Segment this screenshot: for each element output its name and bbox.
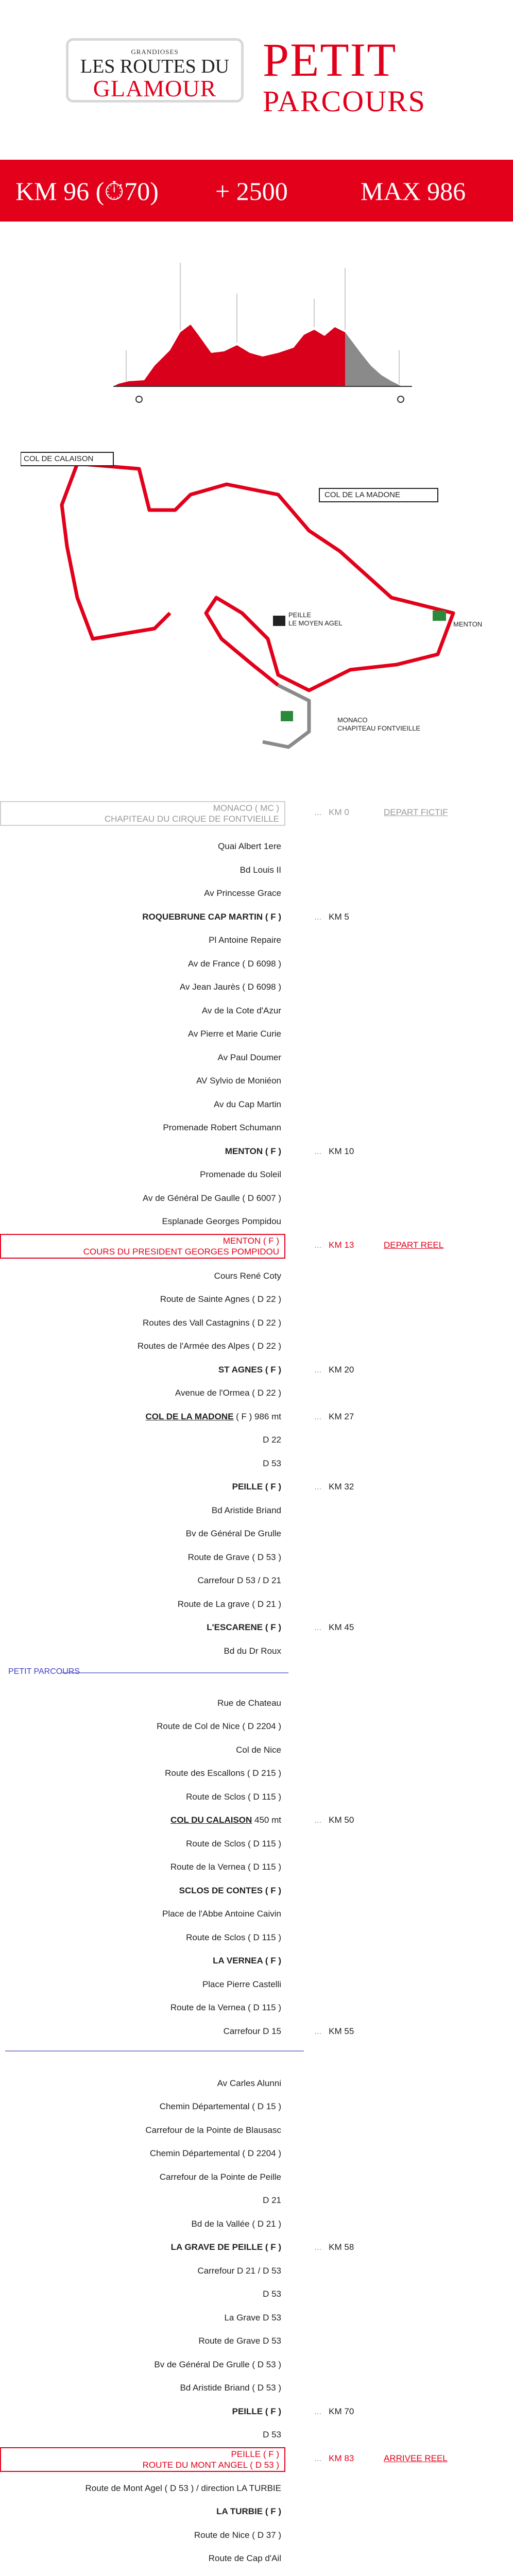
roadbook-place xyxy=(224,1646,282,1656)
roadbook-place xyxy=(232,1482,281,1492)
place-name: Pl Antoine Repaire xyxy=(209,935,281,945)
roadbook-row xyxy=(0,1998,513,2017)
place-name: Route de Sainte Agnes ( D 22 ) xyxy=(160,1294,281,1304)
roadbook-place xyxy=(212,1505,281,1516)
roadbook-place xyxy=(209,935,281,945)
place-name: D 53 xyxy=(263,2289,281,2299)
roadbook-row xyxy=(0,1454,513,1473)
roadbook-km: ... KM 27 xyxy=(314,1411,354,1421)
place-name: Route de la Vernea ( D 115 ) xyxy=(170,2003,281,2012)
roadbook-place xyxy=(142,912,281,922)
roadbook-place xyxy=(263,1435,281,1445)
roadbook-place xyxy=(170,1862,281,1872)
roadbook-row xyxy=(0,2526,513,2545)
roadbook-row xyxy=(0,1290,513,1309)
max-altitude-stat: MAX 986 xyxy=(361,177,466,206)
place-name: Route de La grave ( D 21 ) xyxy=(177,1599,281,1609)
roadbook-place xyxy=(188,1029,281,1039)
roadbook-km: ... KM 20 xyxy=(314,1364,354,1375)
roadbook-place xyxy=(263,1459,281,1469)
roadbook-row xyxy=(0,2144,513,2163)
map-label-chapiteau: CHAPITEAU FONTVIEILLE xyxy=(337,724,421,732)
roadbook-row xyxy=(0,2074,513,2093)
roadbook-place xyxy=(225,1146,281,1157)
place-name: Bd de la Vallée ( D 21 ) xyxy=(191,2218,281,2229)
map-label-peille: PEILLE xyxy=(288,611,312,619)
roadbook-row xyxy=(0,1524,513,1543)
place-name: Esplanade Georges Pompidou xyxy=(162,1216,281,1226)
roadbook-place xyxy=(163,1123,281,1133)
place-name: Promenade du Soleil xyxy=(200,1170,281,1179)
roadbook-row xyxy=(0,1928,513,1947)
place-name: La Grave D 53 xyxy=(224,2312,281,2323)
roadbook-arrival-note: ARRIVEE REEL xyxy=(384,2453,448,2463)
roadbook-place xyxy=(214,1099,281,1110)
place-name: ROQUEBRUNE CAP MARTIN ( F ) xyxy=(142,911,281,922)
place-name: Carrefour D 53 / D 21 xyxy=(197,1575,281,1585)
map-label-menton: MENTON xyxy=(453,620,483,628)
roadbook-row xyxy=(0,2379,513,2397)
roadbook-place xyxy=(263,2289,281,2299)
roadbook-place xyxy=(204,888,281,899)
roadbook-row xyxy=(0,2238,513,2257)
roadbook-place xyxy=(217,1698,281,1708)
roadbook-place xyxy=(186,1839,281,1849)
place-name: Promenade Robert Schumann xyxy=(163,1123,281,1132)
roadbook-place xyxy=(218,1365,281,1375)
logo-small-text: GRANDIOSES xyxy=(131,48,179,56)
roadbook-place xyxy=(207,1622,281,1633)
roadbook-place xyxy=(236,1745,281,1755)
roadbook-km: ... KM 70 xyxy=(314,2406,354,2416)
roadbook-place xyxy=(202,1006,281,1016)
place-name: Carrefour de la Pointe de Blausasc xyxy=(145,2125,281,2135)
roadbook-place xyxy=(194,2530,281,2540)
roadbook-row xyxy=(0,1165,513,1184)
place-name: Av de la Cote d'Azur xyxy=(201,1005,281,1015)
roadbook-row xyxy=(0,1741,513,1759)
roadbook-row xyxy=(0,1548,513,1567)
roadbook-row xyxy=(0,1025,513,1043)
roadbook-place xyxy=(170,1815,281,1825)
elevation-profile xyxy=(103,242,422,407)
place-name: Routes des Vall Castagnins ( D 22 ) xyxy=(143,1317,281,1328)
roadbook-place xyxy=(160,2102,281,2112)
stats-banner xyxy=(0,160,513,222)
place-name: Rue de Chateau xyxy=(217,1698,281,1708)
roadbook-place xyxy=(150,2148,281,2159)
place-name: Carrefour de la Pointe de Peille xyxy=(159,2172,281,2182)
place-name: Bv de Général De Grulle xyxy=(185,1529,281,1538)
place-name: SCLOS DE CONTES ( F ) xyxy=(179,1885,281,1895)
distance-stat: KM 96 (⏱70) xyxy=(15,177,159,206)
roadbook-row xyxy=(0,1072,513,1090)
place-name: Carrefour D 21 / D 53 xyxy=(197,2265,281,2276)
place-name: LA VERNEA ( F ) xyxy=(213,1956,281,1965)
roadbook-row xyxy=(0,2121,513,2140)
roadbook-place xyxy=(186,1792,281,1802)
place-name: Route des Escallons ( D 215 ) xyxy=(165,1768,281,1778)
place-name: Route de Sclos ( D 115 ) xyxy=(186,1791,281,1802)
roadbook-km: ... KM 32 xyxy=(314,1482,354,1492)
roadbook-place xyxy=(170,2003,281,2013)
roadbook-row xyxy=(0,2022,513,2041)
place-name: Av Carles Alunni xyxy=(217,2078,281,2088)
roadbook-row xyxy=(0,884,513,903)
roadbook-row xyxy=(0,1267,513,1285)
place-detail: ( F ) 986 mt xyxy=(233,1411,281,1421)
roadbook-place xyxy=(209,2553,281,2564)
place-name: LA TURBIE ( F ) xyxy=(216,2506,281,2516)
place-name: Bd du Dr Roux xyxy=(224,1646,281,1656)
roadbook-place xyxy=(86,2483,281,2494)
roadbook-km: ... KM 58 xyxy=(314,2242,354,2252)
section-divider xyxy=(5,2050,304,2052)
place-name: Route de Cap d'Ail xyxy=(208,2553,281,2563)
place-name: D 21 xyxy=(263,2195,281,2205)
roadbook-row xyxy=(0,1882,513,1900)
roadbook-place xyxy=(192,2219,282,2229)
place-name: Avenue de l'Ormea ( D 22 ) xyxy=(175,1388,281,1398)
roadbook-row xyxy=(0,1314,513,1332)
roadbook-row xyxy=(0,861,513,879)
roadbook-row xyxy=(0,1694,513,1713)
roadbook-place xyxy=(162,1216,281,1227)
roadbook-row xyxy=(0,1361,513,1379)
roadbook-row xyxy=(0,931,513,950)
roadbook-place xyxy=(178,1599,281,1609)
roadbook-place xyxy=(179,1886,281,1896)
place-name: Bv de Général De Grulle ( D 53 ) xyxy=(154,2359,281,2369)
roadbook-place xyxy=(186,1529,281,1539)
roadbook-place xyxy=(197,1575,281,1586)
elevation-stat: + 2500 xyxy=(215,177,288,206)
place-name: Cours René Coty xyxy=(214,1270,281,1281)
roadbook-place xyxy=(216,2506,281,2517)
place-name: Routes de l'Armée des Alpes ( D 22 ) xyxy=(137,1341,281,1351)
section-divider xyxy=(62,1672,288,1673)
roadbook-row xyxy=(0,2285,513,2303)
logo-big-text: GLAMOUR xyxy=(93,75,217,101)
roadbook-place xyxy=(186,1933,281,1943)
roadbook-row xyxy=(0,1002,513,1020)
place-name: PEILLE ( F ) xyxy=(232,2406,281,2416)
roadbook-row xyxy=(0,2549,513,2568)
roadbook-row xyxy=(0,2215,513,2233)
roadbook-place xyxy=(200,1170,281,1180)
place-name: Carrefour D 15 xyxy=(223,2026,281,2036)
roadbook-place xyxy=(180,982,281,992)
roadbook-place xyxy=(143,1318,281,1328)
place-name: LA GRAVE DE PEILLE ( F ) xyxy=(170,2242,281,2252)
roadbook-row xyxy=(0,955,513,973)
place-name: PEILLE ( F ) xyxy=(232,1482,281,1492)
roadbook-row xyxy=(0,2479,513,2498)
roadbook-km: ... KM 5 xyxy=(314,911,349,922)
place-name: MENTON ( F ) xyxy=(225,1146,281,1156)
roadbook-place xyxy=(143,1193,281,1204)
roadbook-row xyxy=(0,908,513,926)
roadbook-place xyxy=(145,1412,281,1422)
place-name: Av de France ( D 6098 ) xyxy=(187,958,281,969)
place-name: Route de Nice ( D 37 ) xyxy=(194,2530,281,2540)
page-title-line1: PETIT xyxy=(263,33,397,86)
place-name: COL DE LA MADONE xyxy=(145,1411,234,1421)
roadbook-real_start-note: DEPART REEL xyxy=(384,1240,444,1250)
place-name: Route de Grave ( D 53 ) xyxy=(187,1552,281,1562)
roadbook-row xyxy=(0,1212,513,1231)
map-label-monaco: MONACO xyxy=(337,716,368,724)
place-name: Chemin Départemental ( D 15 ) xyxy=(159,2102,281,2111)
roadbook-row xyxy=(0,978,513,996)
roadbook-row xyxy=(0,2309,513,2327)
place-name: COL DU CALAISON xyxy=(170,1815,252,1825)
place-name: Quai Albert 1ere xyxy=(218,841,281,851)
place-name: Route de Sclos ( D 115 ) xyxy=(186,1932,281,1942)
roadbook-row xyxy=(0,1118,513,1137)
roadbook-place xyxy=(263,2430,281,2440)
roadbook-row xyxy=(0,2168,513,2187)
roadbook-real_start-km: ... KM 13 xyxy=(314,1240,354,1250)
roadbook-row xyxy=(0,1811,513,1829)
place-name: Col de Nice xyxy=(236,1744,281,1755)
map-label-le-moyen-agel: LE MOYEN AGEL xyxy=(288,619,343,627)
roadbook-place xyxy=(232,2406,281,2417)
roadbook-place xyxy=(188,1552,281,1563)
place-name: D 53 xyxy=(263,2430,281,2439)
place-name: Av du Cap Martin xyxy=(213,1099,281,1109)
roadbook-arrival-box: PEILLE ( F ) ROUTE DU MONT ANGEL ( D 53 ) xyxy=(0,2447,285,2472)
place-name: Route de Col de Nice ( D 2204 ) xyxy=(157,1721,281,1731)
roadbook-row xyxy=(0,1717,513,1736)
roadbook-row xyxy=(0,1858,513,1876)
place-name: L'ESCARENE ( F ) xyxy=(207,1622,281,1632)
roadbook-place xyxy=(157,1721,281,1732)
place-name: Bd Aristide Briand ( D 53 ) xyxy=(180,2383,281,2393)
roadbook-arrival-km: ... KM 83 xyxy=(314,2453,354,2463)
roadbook-place xyxy=(162,1909,281,1919)
roadbook-row xyxy=(0,1835,513,1853)
roadbook-row xyxy=(0,1048,513,1067)
roadbook-row xyxy=(0,1384,513,1402)
roadbook-row xyxy=(0,1142,513,1161)
roadbook-row xyxy=(0,2262,513,2280)
roadbook-row xyxy=(0,2332,513,2350)
roadbook-row xyxy=(0,837,513,856)
roadbook-row xyxy=(0,1618,513,1637)
roadbook-row xyxy=(0,1905,513,1923)
roadbook-place xyxy=(180,2383,281,2393)
roadbook-place xyxy=(202,1979,281,1990)
map-label-col-calaison: COL DE CALAISON xyxy=(24,454,94,463)
place-name: Av de Général De Gaulle ( D 6007 ) xyxy=(143,1193,281,1203)
roadbook-place xyxy=(224,2313,281,2323)
roadbook-place xyxy=(138,1341,281,1351)
roadbook-row xyxy=(0,2402,513,2421)
roadbook-place xyxy=(197,2266,281,2276)
roadbook-row xyxy=(0,1189,513,1208)
roadbook-place xyxy=(213,1956,281,1966)
place-name: Chemin Départemental ( D 2204 ) xyxy=(149,2148,281,2158)
roadbook-place xyxy=(145,2125,281,2136)
roadbook-row xyxy=(0,1595,513,1614)
roadbook-row xyxy=(0,1975,513,1994)
page-title-line2: PARCOURS xyxy=(263,84,426,118)
roadbook-km: ... KM 50 xyxy=(314,1815,354,1825)
roadbook-place xyxy=(175,1388,281,1398)
roadbook-place xyxy=(240,865,281,875)
place-name: Bd Aristide Briand xyxy=(211,1505,281,1515)
roadbook-place xyxy=(218,1053,281,1063)
roadbook-place xyxy=(196,1076,281,1086)
roadbook-place xyxy=(214,1271,281,1281)
logo xyxy=(66,38,244,103)
place-name: Av Princesse Grace xyxy=(204,888,281,898)
section-label: PETIT PARCOURS xyxy=(8,1667,80,1676)
place-name: Av Paul Doumer xyxy=(217,1052,281,1062)
roadbook-row xyxy=(0,1952,513,1970)
place-name: Place Pierre Castelli xyxy=(202,1979,281,1989)
roadbook-start-note: DEPART FICTIF xyxy=(384,807,448,817)
place-name: AV Sylvio de Moniéon xyxy=(196,1076,281,1086)
roadbook-place xyxy=(154,2360,281,2370)
roadbook-real_start-box: MENTON ( F ) COURS DU PRESIDENT GEORGES POMPIDOU xyxy=(0,1234,285,1259)
roadbook-place xyxy=(165,1768,281,1778)
roadbook-place xyxy=(198,2336,281,2346)
roadbook-place xyxy=(188,959,281,969)
roadbook-km: ... KM 55 xyxy=(314,2026,354,2036)
place-name: Route de Sclos ( D 115 ) xyxy=(186,1838,281,1849)
roadbook-place xyxy=(218,841,281,852)
roadbook-start-km: ... KM 0 xyxy=(314,807,349,817)
roadbook-start-box: MONACO ( MC ) CHAPITEAU DU CIRQUE DE FONTVIEILLE xyxy=(0,801,285,826)
place-name: Route de Mont Agel ( D 53 ) / direction LA TURBIE xyxy=(85,2483,281,2493)
place-name: D 53 xyxy=(263,1458,281,1468)
roadbook-row xyxy=(0,1478,513,1496)
roadbook-place xyxy=(171,2242,281,2252)
roadbook-km: ... KM 45 xyxy=(314,1622,354,1632)
roadbook-row xyxy=(0,1431,513,1449)
roadbook-row xyxy=(0,2502,513,2521)
place-name: Route de la Vernea ( D 115 ) xyxy=(170,1862,281,1872)
place-name: D 22 xyxy=(263,1435,281,1445)
map-label-col-madone: COL DE LA MADONE xyxy=(324,490,400,499)
roadbook-place xyxy=(160,2172,281,2182)
roadbook-place xyxy=(160,1294,281,1304)
roadbook-row xyxy=(0,1408,513,1426)
place-name: Av Jean Jaurès ( D 6098 ) xyxy=(179,982,281,992)
roadbook-row xyxy=(0,1764,513,1783)
roadbook-row xyxy=(0,1642,513,1660)
roadbook-row xyxy=(0,1095,513,1114)
roadbook-row xyxy=(0,2355,513,2374)
logo-mid-text: LES ROUTES DU xyxy=(80,56,230,77)
place-name: Place de l'Abbe Antoine Caivin xyxy=(162,1909,281,1919)
roadbook-place xyxy=(224,2026,281,2037)
roadbook-row xyxy=(0,2097,513,2116)
roadbook-row xyxy=(0,1337,513,1355)
route-map xyxy=(21,443,500,762)
place-name: Bd Louis II xyxy=(240,865,281,875)
place-name: Route de Grave D 53 xyxy=(198,2336,281,2346)
roadbook-km: ... KM 10 xyxy=(314,1146,354,1156)
roadbook-row xyxy=(0,1501,513,1520)
roadbook-row xyxy=(0,2426,513,2444)
place-name: ST AGNES ( F ) xyxy=(218,1364,281,1375)
roadbook-place xyxy=(217,2078,281,2089)
roadbook-row xyxy=(0,1571,513,1590)
place-detail: 450 mt xyxy=(252,1815,281,1825)
roadbook-place xyxy=(263,2195,281,2206)
roadbook-row xyxy=(0,2191,513,2210)
place-name: Av Pierre et Marie Curie xyxy=(187,1029,281,1039)
roadbook-row xyxy=(0,1788,513,1806)
roadbook-row xyxy=(0,2573,513,2576)
